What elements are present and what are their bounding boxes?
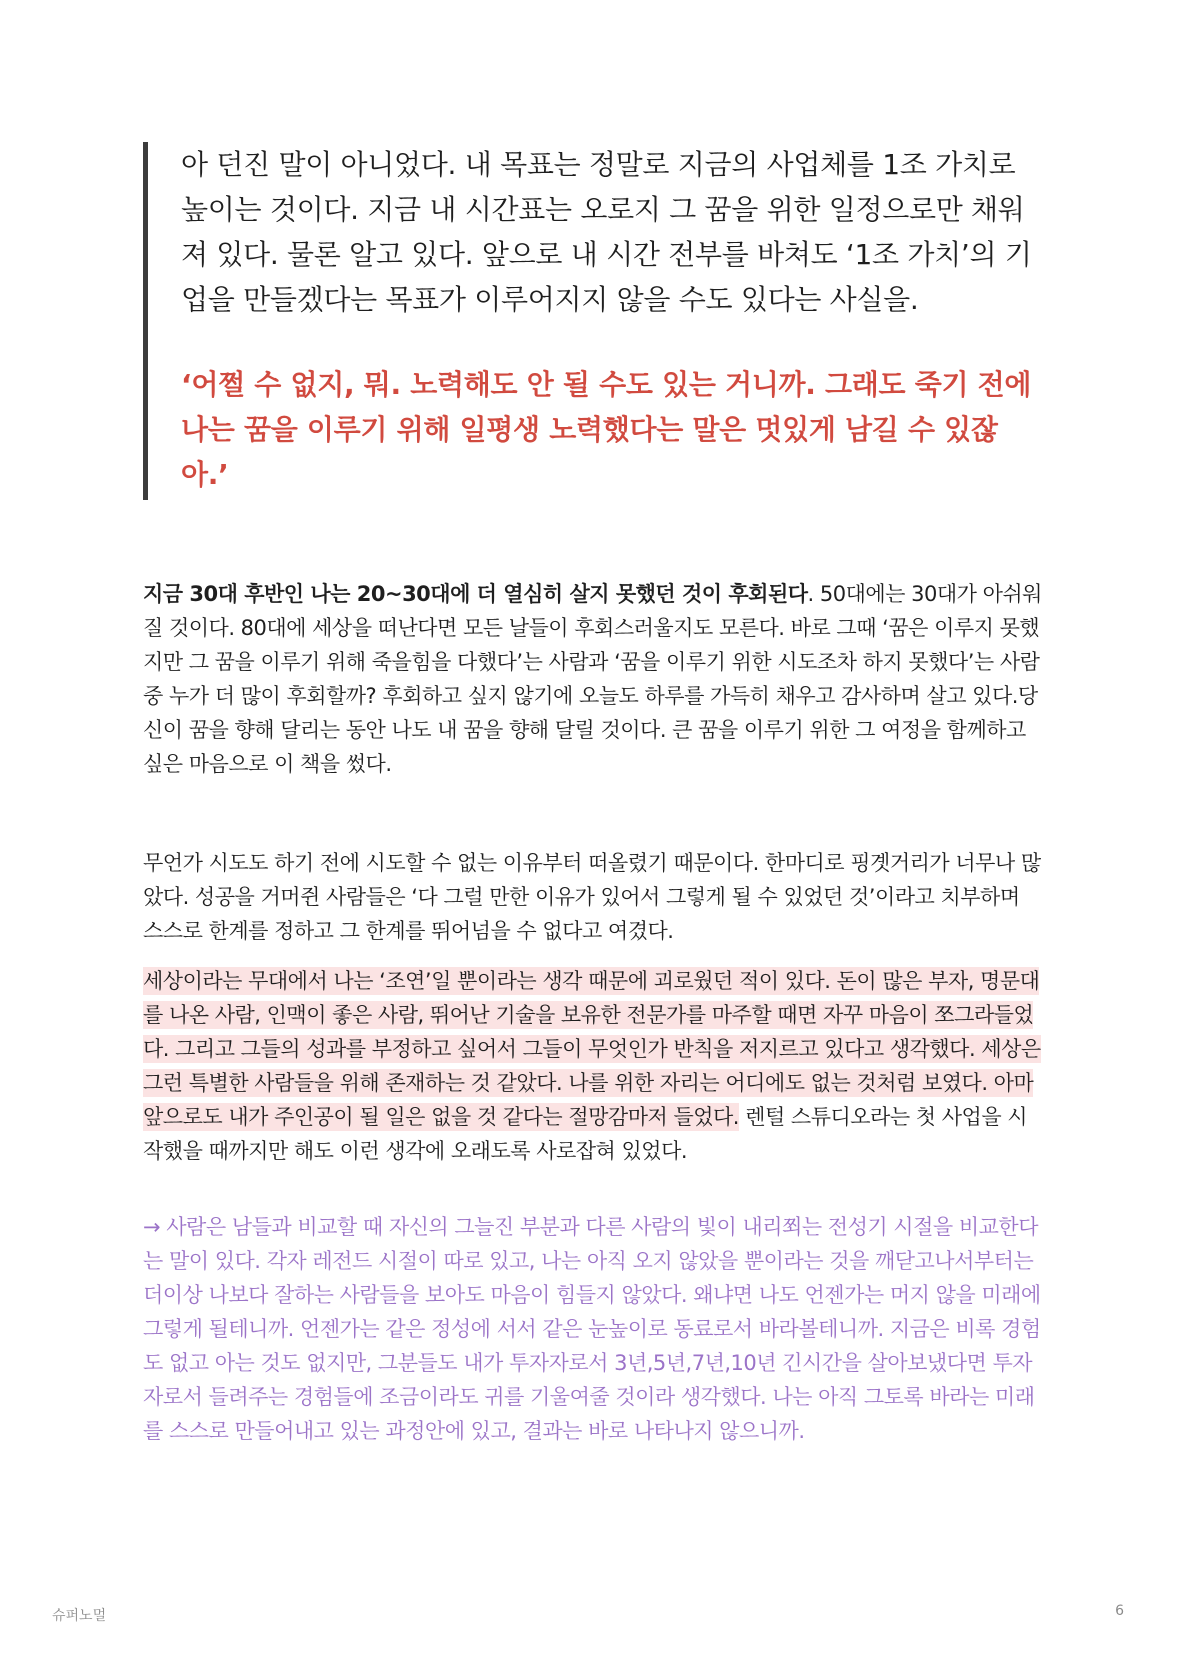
page-number: 6	[1115, 1603, 1124, 1619]
paragraph-supporting-role-rest: 렌털 스튜디오라는 첫 사업을 시작했을 때까지만 해도 이런 생각에 오래도록 사로잡혀 있었다.	[143, 1105, 1028, 1163]
paragraph-supporting-role	[143, 964, 1043, 1168]
paragraph-regret-rest: . 50대에는 30대가 아쉬워질 것이다. 80대에 세상을 떠난다면 모든 날들이 후회스러울지도 모른다. 바로 그때 ‘꿈은 이루지 못했지만 그 꿈을 이루기 위해 죽을힘을 다했다’는 사람과 ‘꿈을 이루기 위한 시도조차 하지 못했다’는 사람 중 누가 더 많이 후회할까? 후회하고 싶지 않기에 오늘도 하루를 가득히 채우고 감사하며 살고 있다.당신이 꿈을 향해 달리는 동안 나도 내 꿈을 향해 달릴 것이다. 큰 꿈을 이루기 위한 그 여정을 함께하고 싶은 마음으로 이 책을 썼다.	[143, 582, 1042, 776]
paragraph-regret-bold: 지금 30대 후반인 나는 20~30대에 더 열심히 살지 못했던 것이 후회된다	[143, 582, 808, 606]
paragraph-regret	[143, 577, 1043, 781]
highlighted-text: 세상이라는 무대에서 나는 ‘조연’일 뿐이라는 생각 때문에 괴로웠던 적이 있다. 돈이 많은 부자, 명문대를 나온 사람, 인맥이 좋은 사람, 뛰어난 기술을 보유한 전문가를 마주할 때면 자꾸 마음이 쪼그라들었다. 그리고 그들의 성과를 부정하고 싶어서 그들이 무엇인가 반칙을 저지르고 있다고 생각했다. 세상은 그런 특별한 사람들을 위해 존재하는 것 같았다. 나를 위한 자리는 어디에도 없는 것처럼 보였다. 아마 앞으로도 내가 주인공이 될 일은 없을 것 같다는 절망감마저 들었다.	[143, 969, 1041, 1129]
quote-text: 아 던진 말이 아니었다. 내 목표는 정말로 지금의 사업체를 1조 가치로 높이는 것이다. 지금 내 시간표는 오로지 그 꿈을 위한 일정으로만 채워져 있다. 물론 알고 있다. 앞으로 내 시간 전부를 바쳐도 ‘1조 가치’의 기업을 만들겠다는 목표가 이루어지지 않을 수도 있다는 사실을.	[181, 148, 1032, 316]
footer-brand: 슈퍼노멀	[52, 1608, 107, 1624]
blockquote	[143, 142, 1043, 500]
quote-highlight: ‘어쩔 수 없지, 뭐. 노력해도 안 될 수도 있는 거니까. 그래도 죽기 전에 나는 꿈을 이루기 위해 일평생 노력했다는 말은 멋있게 남길 수 있잖아.’	[181, 368, 1032, 491]
paragraph-excuses: 무언가 시도도 하기 전에 시도할 수 없는 이유부터 떠올렸기 때문이다. 한마디로 핑곗거리가 너무나 많았다. 성공을 거머쥔 사람들은 ‘다 그럴 만한 이유가 있어서 그렇게 될 수 있었던 것’이라고 치부하며 스스로 한계를 정하고 그 한계를 뛰어넘을 수 없다고 여겼다.	[143, 851, 1041, 943]
reader-note: → 사람은 남들과 비교할 때 자신의 그늘진 부분과 다른 사람의 빛이 내리쬐는 전성기 시절을 비교한다는 말이 있다. 각자 레전드 시절이 따로 있고, 나는 아직 오지 않았을 뿐이라는 것을 깨닫고나서부터는 더이상 나보다 잘하는 사람들을 보아도 마음이 힘들지 않았다. 왜냐면 나도 언젠가는 머지 않을 미래에 그렇게 될테니까. 언젠가는 같은 정성에 서서 같은 눈높이로 동료로서 바라볼테니까. 지금은 비록 경험도 없고 아는 것도 없지만, 그분들도 내가 투자자로서 3년,5년,7년,10년 긴시간을 살아보냈다면 투자자로서 들려주는 경험들에 조금이라도 귀를 기울여줄 것이라 생각했다. 나는 아직 그토록 바라는 미래를 스스로 만들어내고 있는 과정안에 있고, 결과는 바로 나타나지 않으니까.	[143, 1215, 1041, 1443]
